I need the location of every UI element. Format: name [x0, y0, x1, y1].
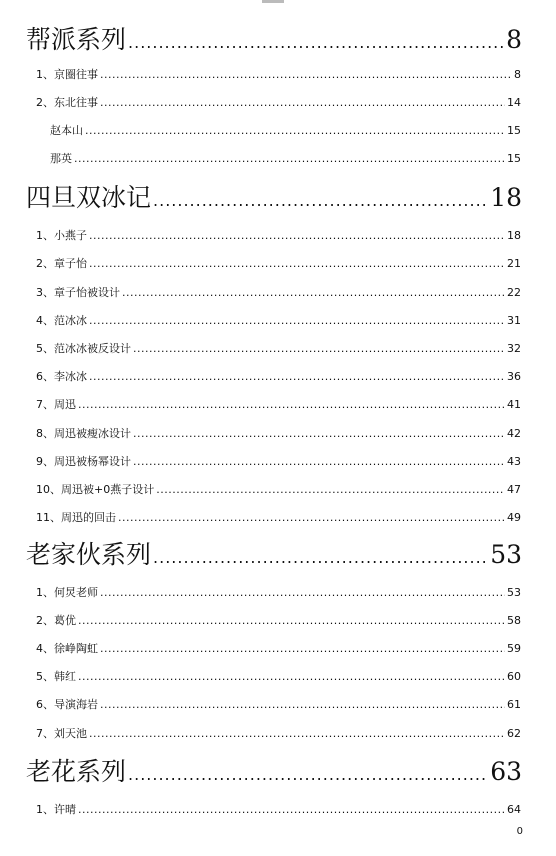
dot-leader: [156, 483, 505, 496]
toc-section-title: 老家伙系列: [26, 540, 152, 569]
dot-leader: [122, 286, 505, 299]
toc-entry-title: 6、李冰冰: [36, 370, 87, 383]
dot-leader: [128, 33, 504, 52]
toc-entry-page: 58: [507, 614, 521, 627]
toc-entry-title: 9、周迅被杨幂设计: [36, 455, 131, 468]
page-number: 0: [516, 826, 523, 837]
toc-entry-title: 4、徐峥陶虹: [36, 642, 98, 655]
toc-section-row[interactable]: [26, 752, 522, 788]
toc-section-title: 老花系列: [26, 757, 127, 786]
dot-leader: [89, 727, 505, 740]
toc-entry-row[interactable]: [36, 509, 521, 525]
toc-entry-row[interactable]: [36, 94, 521, 110]
toc-entry-page: 61: [507, 698, 521, 711]
toc-entry-page: 60: [507, 670, 521, 683]
toc-entry-row[interactable]: [36, 396, 521, 412]
toc-section-row[interactable]: [26, 178, 522, 214]
dot-leader: [118, 511, 505, 524]
dot-leader: [89, 314, 505, 327]
dot-leader: [78, 803, 505, 816]
toc-entry-title: 1、何炅老师: [36, 586, 98, 599]
toc-section-title: 四旦双冰记: [26, 183, 152, 212]
toc-subentry-title: 那英: [50, 152, 72, 165]
toc-entry-page: 62: [507, 727, 521, 740]
dot-leader: [100, 698, 505, 711]
toc-entry-page: 47: [507, 483, 521, 496]
toc-entry-row[interactable]: [36, 340, 521, 356]
toc-entry-title: 11、周迅的回击: [36, 511, 116, 524]
dot-leader: [89, 257, 505, 270]
dot-leader: [78, 614, 505, 627]
toc-subentry-row[interactable]: [50, 150, 521, 166]
dot-leader: [153, 548, 488, 567]
dot-leader: [133, 342, 505, 355]
toc-subentry-page: 15: [507, 152, 521, 165]
toc-entry-title: 10、周迅被+0燕子设计: [36, 483, 155, 496]
toc-entry-row[interactable]: [36, 725, 521, 741]
toc-subentry-title: 赵本山: [50, 124, 83, 137]
toc-subentry-page: 15: [507, 124, 521, 137]
dot-leader: [133, 427, 505, 440]
toc-entry-page: 31: [507, 314, 521, 327]
toc-section-page: 63: [490, 757, 522, 786]
top-edge-mark: [262, 0, 284, 3]
toc-entry-page: 22: [507, 286, 521, 299]
toc-entry-page: 41: [507, 398, 521, 411]
toc-entry-page: 18: [507, 229, 521, 242]
toc-entry-row[interactable]: [36, 801, 521, 817]
dot-leader: [78, 670, 505, 683]
toc-entry-title: 2、东北往事: [36, 96, 98, 109]
dot-leader: [100, 586, 505, 599]
dot-leader: [100, 68, 512, 81]
toc-section-page: 53: [490, 540, 522, 569]
toc-entry-row[interactable]: [36, 425, 521, 441]
toc-entry-title: 1、京圈往事: [36, 68, 98, 81]
toc-entry-page: 8: [514, 68, 521, 81]
toc-entry-title: 6、导演海岩: [36, 698, 98, 711]
toc-entry-page: 53: [507, 586, 521, 599]
toc-entry-page: 32: [507, 342, 521, 355]
toc-entry-row[interactable]: [36, 368, 521, 384]
dot-leader: [133, 455, 505, 468]
toc-entry-row[interactable]: [36, 481, 521, 497]
toc-section-title: 帮派系列: [26, 25, 127, 54]
toc-entry-row[interactable]: [36, 584, 521, 600]
toc-entry-page: 49: [507, 511, 521, 524]
toc-entry-title: 7、刘天池: [36, 727, 87, 740]
toc-entry-title: 5、范冰冰被反设计: [36, 342, 131, 355]
toc-entry-title: 5、韩红: [36, 670, 76, 683]
toc-entry-title: 7、周迅: [36, 398, 76, 411]
toc-entry-title: 1、许晴: [36, 803, 76, 816]
toc-subentry-row[interactable]: [50, 122, 521, 138]
toc-entry-title: 4、范冰冰: [36, 314, 87, 327]
dot-leader: [89, 229, 505, 242]
toc-entry-row[interactable]: [36, 66, 521, 82]
dot-leader: [74, 152, 505, 165]
toc-entry-title: 1、小燕子: [36, 229, 87, 242]
toc-section-row[interactable]: [26, 535, 522, 571]
toc-entry-page: 36: [507, 370, 521, 383]
toc-entry-page: 43: [507, 455, 521, 468]
toc-section-page: 18: [490, 183, 522, 212]
dot-leader: [153, 191, 488, 210]
toc-section-row[interactable]: [26, 20, 522, 56]
toc-entry-row[interactable]: [36, 640, 521, 656]
toc-entry-row[interactable]: [36, 227, 521, 243]
toc-entry-title: 8、周迅被瘦冰设计: [36, 427, 131, 440]
toc-entry-row[interactable]: [36, 612, 521, 628]
toc-entry-row[interactable]: [36, 668, 521, 684]
toc-entry-page: 14: [507, 96, 521, 109]
toc-entry-page: 59: [507, 642, 521, 655]
toc-entry-title: 3、章子怡被设计: [36, 286, 120, 299]
toc-entry-row[interactable]: [36, 696, 521, 712]
dot-leader: [100, 96, 505, 109]
toc-entry-row[interactable]: [36, 284, 521, 300]
toc-entry-page: 64: [507, 803, 521, 816]
toc-entry-page: 21: [507, 257, 521, 270]
dot-leader: [100, 642, 505, 655]
toc-section-page: 8: [506, 25, 522, 54]
toc-entry-title: 2、葛优: [36, 614, 76, 627]
toc-entry-row[interactable]: [36, 312, 521, 328]
toc-entry-row[interactable]: [36, 453, 521, 469]
dot-leader: [78, 398, 505, 411]
toc-entry-title: 2、章子怡: [36, 257, 87, 270]
dot-leader: [85, 124, 505, 137]
toc-entry-row[interactable]: [36, 255, 521, 271]
dot-leader: [128, 765, 488, 784]
dot-leader: [89, 370, 505, 383]
toc-entry-page: 42: [507, 427, 521, 440]
